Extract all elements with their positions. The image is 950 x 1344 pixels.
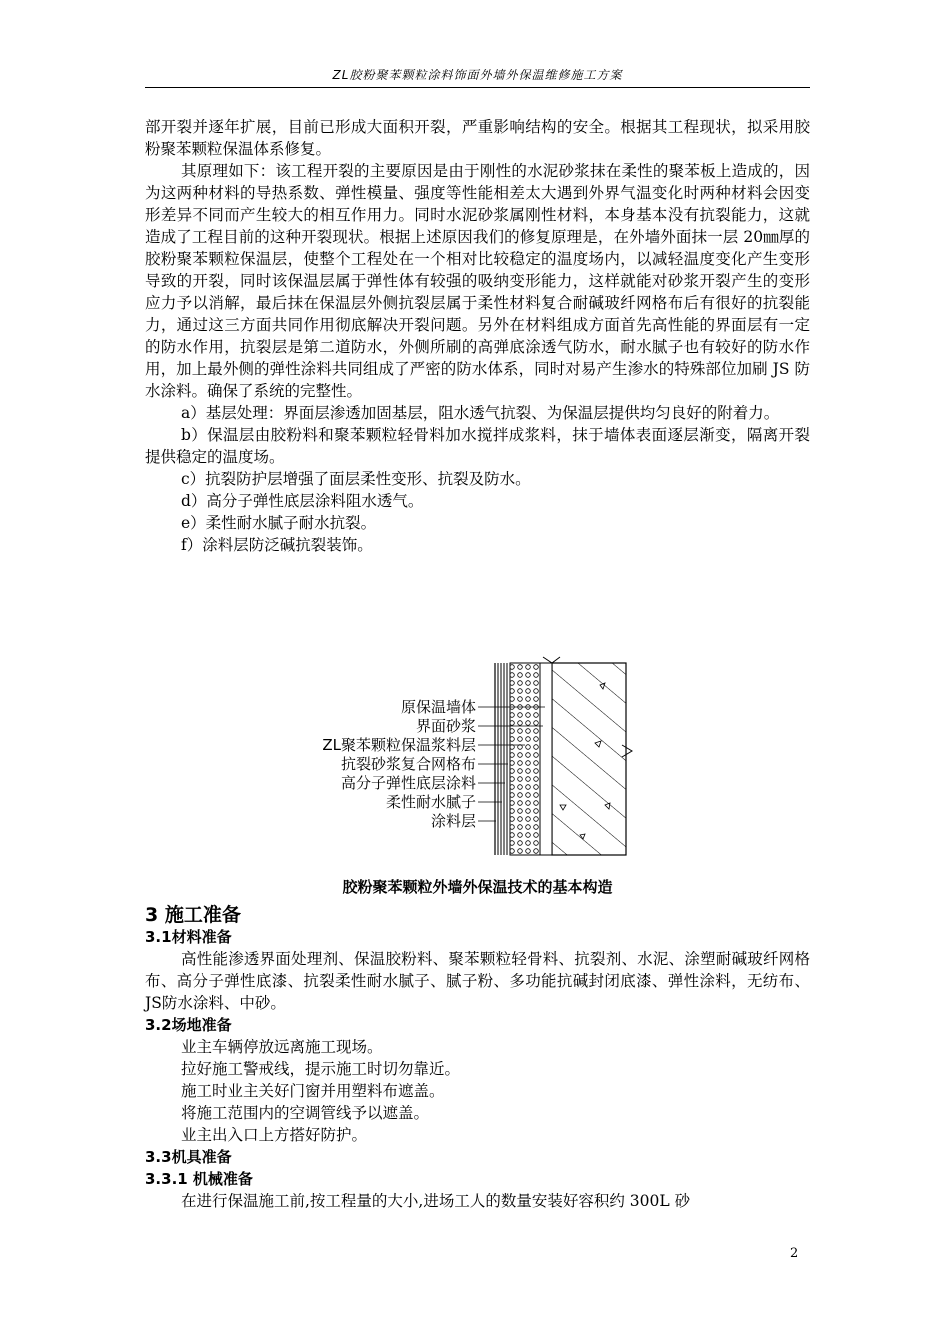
list-item-e: e）柔性耐水腻子耐水抗裂。 [181, 514, 377, 532]
label-crack-mortar-mesh: 抗裂砂浆复合网格布 [340, 755, 476, 773]
break-mark [543, 657, 560, 663]
site-item: 拉好施工警戒线，提示施工时切勿靠近。 [181, 1060, 461, 1078]
heading-3-3: 3.3机具准备 [145, 1148, 232, 1166]
interface-layer [540, 663, 552, 855]
list-item-b: b）保温层由胶粉料和聚苯颗粒轻骨料加水搅拌成浆料，抹于墙体表面逐层渐变，隔离开裂提供稳定的温度场。 [145, 426, 810, 466]
site-item: 将施工范围内的空调管线予以遮盖。 [181, 1104, 430, 1122]
label-interface-mortar: 界面砂浆 [415, 717, 476, 735]
label-flexible-putty: 柔性耐水腻子 [385, 793, 476, 811]
label-elastic-primer: 高分子弹性底层涂料 [340, 774, 476, 792]
list-item-d: d）高分子弹性底层涂料阻水透气。 [181, 492, 424, 510]
heading-3-1: 3.1材料准备 [145, 928, 232, 946]
heading-3-3-1: 3.3.1 机械准备 [145, 1170, 253, 1188]
construction-diagram [260, 655, 650, 860]
original-wall [552, 663, 626, 855]
site-item: 业主出入口上方搭好防护。 [181, 1126, 368, 1144]
section-heading-3: 3 施工准备 [145, 904, 241, 926]
site-item: 施工时业主关好门窗并用塑料布遮盖。 [181, 1082, 445, 1100]
label-original-wall: 原保温墙体 [400, 698, 476, 716]
list-item-f: f）涂料层防泛碱抗裂装饰。 [181, 536, 373, 554]
list-item-c: c）抗裂防护层增强了面层柔性变形、抗裂及防水。 [181, 470, 531, 488]
figure-caption: 胶粉聚苯颗粒外墙外保温技术的基本构造 [342, 878, 613, 896]
label-insulation-slurry: ZL聚苯颗粒保温浆料层 [322, 736, 476, 754]
running-header: ZL胶粉聚苯颗粒涂料饰面外墙外保温维修施工方案 [332, 68, 623, 82]
paragraph-continued: 部开裂并逐年扩展，目前已形成大面积开裂，严重影响结构的安全。根据其工程现状，拟采用胶粉聚苯颗粒保温体系修复。 [145, 118, 810, 158]
list-item-a: a）基层处理：界面层渗透加固基层，阻水透气抗裂、为保温层提供均匀良好的附着力。 [181, 404, 780, 422]
paragraph-machinery: 在进行保温施工前,按工程量的大小,进场工人的数量安装好容积约 300L 砂 [181, 1192, 691, 1210]
body-text-block [145, 116, 810, 556]
section3-body [145, 926, 810, 1212]
header-rule [145, 87, 810, 88]
paragraph-materials: 高性能渗透界面处理剂、保温胶粉料、聚苯颗粒轻骨料、抗裂剂、水泥、涂塑耐碱玻纤网格布、高分子弹性底漆、抗裂柔性耐水腻子、腻子粉、多功能抗碱封闭底漆、弹性涂料，无纺布、JS防水涂料、中砂。 [145, 950, 810, 1012]
site-item: 业主车辆停放远离施工现场。 [181, 1038, 383, 1056]
page-number: 2 [790, 1246, 799, 1261]
paragraph-principle: 其原理如下：该工程开裂的主要原因是由于刚性的水泥砂浆抹在柔性的聚苯板上造成的，因为这两种材料的导热系数、弹性模量、强度等性能相差太大遇到外界气温变化时两种材料会因变形差异不同而产生较大的相互作用力。同时水泥砂浆属刚性材料，本身基本没有抗裂能力，这就造成了工程目前的这种开裂现状。根据上述原因我们的修复原理是，在外墙外面抹一层 20㎜厚的胶粉聚苯颗粒保温层，使整个工程处在一个相对比较稳定的温度场内，以减轻温度变化产生变形导致的开裂，同时该保温层属于弹性体有较强的吸纳变形能力，这样就能对砂浆开裂产生的变形应力予以消解，最后抹在保温层外侧抗裂层属于柔性材料复合耐碱玻纤网格布后有很好的抗裂能力，通过这三方面共同作用彻底解决开裂问题。另外在材料组成方面首先高性能的界面层有一定的防水作用，抗裂层是第二道防水，外侧所刷的高弹底涂透气防水，耐水腻子也有较好的防水作用，加上最外侧的弹性涂料共同组成了严密的防水体系，同时对易产生渗水的特殊部位加刷 JS 防水涂料。确保了系统的完整性。 [145, 162, 810, 400]
label-coating-layer: 涂料层 [430, 812, 476, 830]
insulation-layer [510, 663, 540, 855]
heading-3-2: 3.2场地准备 [145, 1016, 232, 1034]
